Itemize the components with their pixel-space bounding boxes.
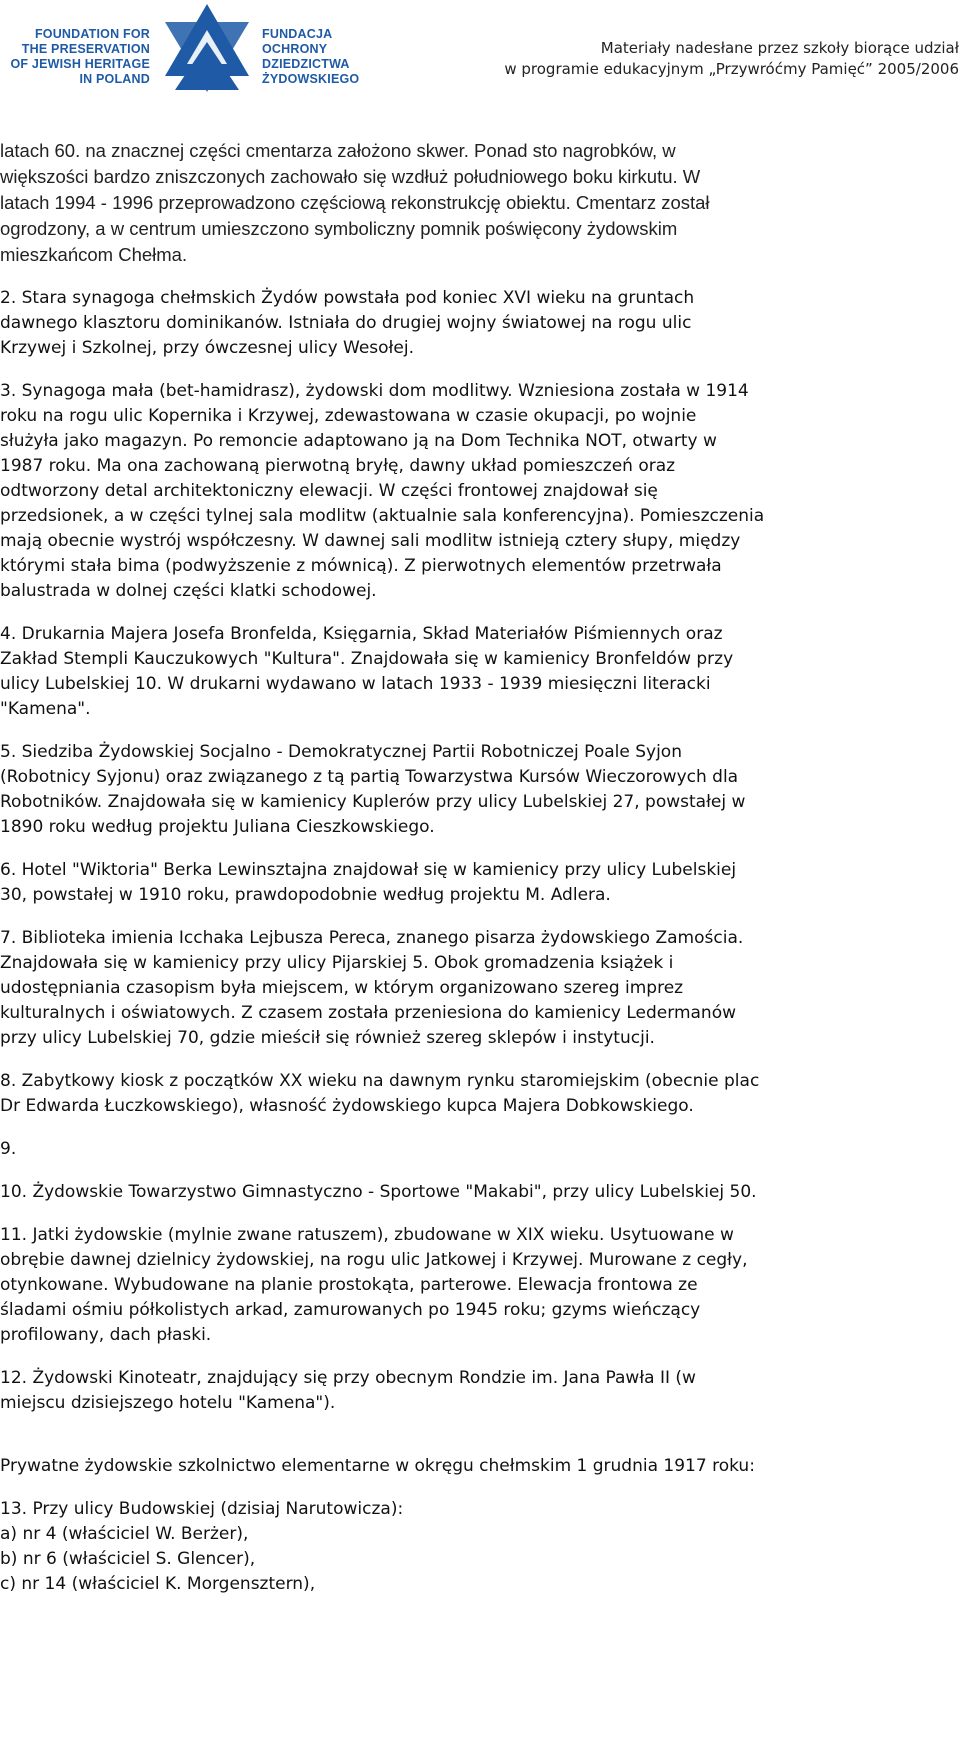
text-line: udostępniania czasopism była miejscem, w którym organizowano szereg imprez [0, 978, 684, 998]
paragraph-8 [0, 1069, 960, 1119]
text-line: 12. Żydowski Kinoteatr, znajdujący się przy obecnym Rondzie im. Jana Pawła II (w [0, 1368, 696, 1388]
paragraph-7 [0, 926, 960, 1051]
section-heading [0, 1454, 960, 1479]
header-caption-line-2: w programie edukacyjnym „Przywróćmy Pamięć” 2005/2006 [504, 60, 959, 78]
text-line: miejscu dzisiejszego hotelu "Kamena"). [0, 1393, 336, 1413]
text-line: 6. Hotel "Wiktoria" Berka Lewinsztajna znajdował się w kamienicy przy ulicy Lubelskiej [0, 860, 737, 880]
text-line: 3. Synagoga mała (bet-hamidrasz), żydowski dom modlitwy. Wzniesiona została w 1914 [0, 381, 749, 401]
text-line: latach 60. na znacznej części cmentarza założono skwer. Ponad sto nagrobków, w [0, 140, 676, 161]
text-line: przy ulicy Lubelskiej 70, gdzie mieścił się również szereg sklepów i instytucji. [0, 1028, 655, 1048]
text-line: 13. Przy ulicy Budowskiej (dzisiaj Narutowicza): [0, 1499, 404, 1519]
text-line: służyła jako magazyn. Po remoncie adaptowano ją na Dom Technika NOT, otwarty w [0, 431, 717, 451]
paragraph-6 [0, 858, 960, 908]
paragraph-9 [0, 1137, 960, 1162]
paragraph-12 [0, 1366, 960, 1416]
text-line: kulturalnych i oświatowych. Z czasem została przeniesiona do kamienicy Ledermanów [0, 1003, 737, 1023]
paragraph-1 [0, 138, 960, 268]
paragraph-5 [0, 740, 960, 840]
text-line: 8. Zabytkowy kiosk z początków XX wieku na dawnym rynku staromiejskim (obecnie plac [0, 1071, 760, 1091]
text-line: Zakład Stempli Kauczukowych "Kultura". Znajdowała się w kamienicy Bronfeldów przy [0, 649, 734, 669]
text-line: a) nr 4 (właściciel W. Berżer), [0, 1524, 249, 1544]
text-line: 30, powstałej w 1910 roku, prawdopodobnie według projektu M. Adlera. [0, 885, 611, 905]
spacer [0, 1434, 960, 1454]
logo-text-polish: FUNDACJA OCHRONY DZIEDZICTWA ŻYDOWSKIEGO [262, 27, 360, 86]
text-line: otynkowane. Wybudowane na planie prostokąta, parterowe. Elewacja frontowa ze [0, 1275, 698, 1295]
document-body [0, 138, 960, 1615]
text-line: 5. Siedziba Żydowskiej Socjalno - Demokratycznej Partii Robotniczej Poale Syjon [0, 742, 682, 762]
text-line: 2. Stara synagoga chełmskich Żydów powstała pod koniec XVI wieku na gruntach [0, 288, 695, 308]
foundation-logo [10, 2, 370, 92]
text-line: obrębie dawnej dzielnicy żydowskiej, na rogu ulic Jatkowej i Krzywej. Murowane z cegły, [0, 1250, 748, 1270]
text-line: 7. Biblioteka imienia Icchaka Lejbusza Pereca, znanego pisarza żydowskiego Zamościa. [0, 928, 744, 948]
text-line: c) nr 14 (właściciel K. Morgensztern), [0, 1574, 316, 1594]
text-line: 10. Żydowskie Towarzystwo Gimnastyczno - Sportowe "Makabi", przy ulicy Lubelskiej 50. [0, 1182, 757, 1202]
text-line: "Kamena". [0, 699, 91, 719]
paragraph-3 [0, 379, 960, 604]
text-line: którymi stała bima (podwyższenie z mównicą). Z pierwotnych elementów przetrwała [0, 556, 722, 576]
text-line: mieszkańcom Chełma. [0, 244, 188, 265]
text-line: większości bardzo zniszczonych zachowało się wzdłuż południowego boku kirkutu. W [0, 166, 701, 187]
text-line: dawnego klasztoru dominikanów. Istniała do drugiej wojny światowej na rogu ulic [0, 313, 692, 333]
text-line: przedsionek, a w części tylnej sala modlitw (aktualnie sala konferencyjna). Pomieszczenia [0, 506, 765, 526]
star-of-david-icon [157, 2, 257, 92]
text-line: latach 1994 - 1996 przeprowadzono częściową rekonstrukcję obiektu. Cmentarz został [0, 192, 710, 213]
text-line: ogrodzony, a w centrum umieszczono symboliczny pomnik poświęcony żydowskim [0, 218, 678, 239]
text-line: śladami ośmiu półkolistych arkad, zamurowanych po 1945 roku; gzyms wieńczący [0, 1300, 701, 1320]
paragraph-11 [0, 1223, 960, 1348]
text-line: balustrada w dolnej części klatki schodowej. [0, 581, 377, 601]
text-line: odtworzony detal architektoniczny elewacji. W części frontowej znajdował się [0, 481, 658, 501]
text-line: 4. Drukarnia Majera Josefa Bronfelda, Księgarnia, Skład Materiałów Piśmiennych oraz [0, 624, 723, 644]
text-line: 11. Jatki żydowskie (mylnie zwane ratuszem), zbudowane w XIX wieku. Usytuowane w [0, 1225, 734, 1245]
text-line: 1890 roku według projektu Juliana Cieszkowskiego. [0, 817, 435, 837]
header-caption [504, 38, 959, 80]
text-line: profilowany, dach płaski. [0, 1325, 212, 1345]
text-line: Krzywej i Szkolnej, przy ówczesnej ulicy Wesołej. [0, 338, 414, 358]
text-line: Dr Edwarda Łuczkowskiego), własność żydowskiego kupca Majera Dobkowskiego. [0, 1096, 694, 1116]
text-line: mają obecnie wystrój współczesny. W dawnej sali modlitw istnieją cztery słupy, między [0, 531, 741, 551]
logo-text-english: FOUNDATION FOR THE PRESERVATION OF JEWISH HERITAGE IN POLAND [10, 27, 150, 86]
text-line: roku na rogu ulic Kopernika i Krzywej, zdewastowana w czasie okupacji, po wojnie [0, 406, 697, 426]
text-line: Prywatne żydowskie szkolnictwo elementarne w okręgu chełmskim 1 grudnia 1917 roku: [0, 1456, 755, 1476]
paragraph-2 [0, 286, 960, 361]
text-line: b) nr 6 (właściciel S. Glencer), [0, 1549, 256, 1569]
paragraph-4 [0, 622, 960, 722]
text-line: 1987 roku. Ma ona zachowaną pierwotną bryłę, dawny układ pomieszczeń oraz [0, 456, 676, 476]
page-header [0, 0, 960, 100]
text-line: ulicy Lubelskiej 10. W drukarni wydawano w latach 1933 - 1939 miesięczni literacki [0, 674, 711, 694]
text-line: Robotników. Znajdowała się w kamienicy Kuplerów przy ulicy Lubelskiej 27, powstałej w [0, 792, 746, 812]
text-line: 9. [0, 1139, 17, 1159]
text-line: (Robotnicy Syjonu) oraz związanego z tą partią Towarzystwa Kursów Wieczorowych dla [0, 767, 739, 787]
paragraph-13 [0, 1497, 960, 1597]
header-caption-line-1: Materiały nadesłane przez szkoły biorące udział [600, 39, 959, 57]
paragraph-10 [0, 1180, 960, 1205]
text-line: Znajdowała się w kamienicy przy ulicy Pijarskiej 5. Obok gromadzenia książek i [0, 953, 674, 973]
